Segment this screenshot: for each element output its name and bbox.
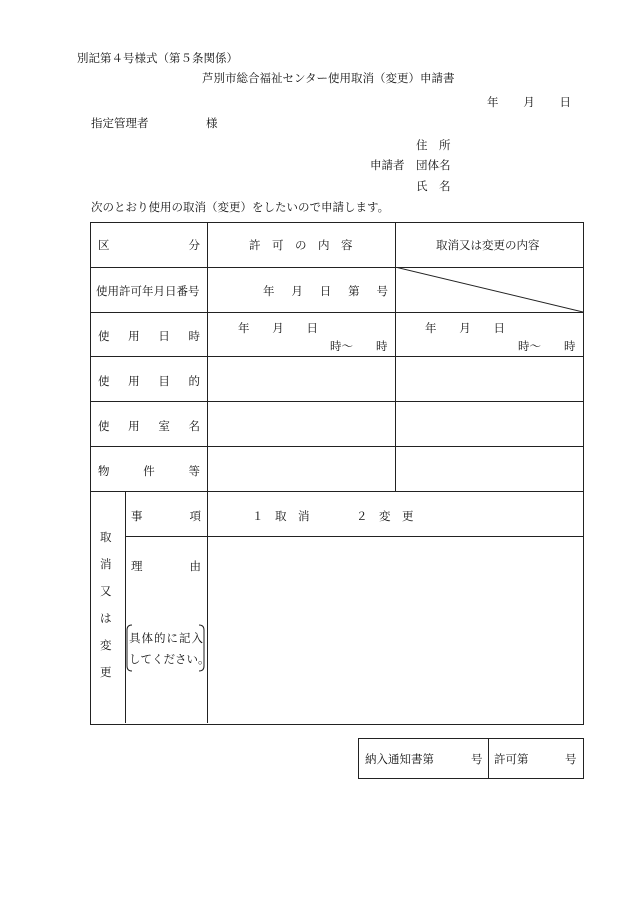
table-divider: [125, 491, 126, 723]
permit-number-field: [263, 283, 388, 299]
permit-number-suffix: 号: [376, 284, 388, 298]
label-char: 用: [128, 419, 140, 433]
permit-number-label: 使用許可年月日番号: [96, 284, 200, 298]
label-char: 的: [188, 374, 200, 388]
form-number: 別記第４号様式（第５条関係）: [77, 51, 238, 65]
permit-day: 日: [319, 284, 332, 298]
date-month: 月: [523, 95, 535, 109]
name-label: 氏 名: [416, 179, 451, 193]
applicant-label: 申請者: [370, 158, 405, 172]
category-char: 分: [188, 238, 200, 252]
office-box-divider: [488, 738, 489, 778]
usage-purpose-label: [98, 373, 200, 389]
category-header: [98, 237, 200, 253]
option-change[interactable]: ２ 変 更: [356, 509, 414, 523]
side-char: 変: [100, 638, 112, 652]
right-bracket-icon: [198, 624, 206, 672]
side-char: 又: [100, 584, 112, 598]
label-char: 件: [143, 464, 155, 478]
application-date: [487, 94, 571, 110]
label-char: 日: [158, 329, 170, 343]
note-line-1: 具体的に記入: [129, 631, 204, 645]
permit-number-suffix: 号: [565, 752, 577, 766]
label-char: 項: [189, 509, 201, 523]
payment-notice-label: 納入通知書第: [365, 752, 434, 766]
change-content-header: 取消又は変更の内容: [436, 238, 540, 252]
reason-label: [131, 558, 201, 574]
label-char: 室: [158, 419, 170, 433]
table-divider: [90, 491, 583, 492]
matter-label: [131, 508, 201, 524]
intro-text: 次のとおり使用の取消（変更）をしたいので申請します。: [91, 200, 390, 214]
permit-usage-time: 時～ 時: [330, 339, 388, 353]
label-char: 用: [128, 374, 140, 388]
change-usage-time: 時～ 時: [518, 339, 576, 353]
option-cancel[interactable]: １ 取 消: [252, 509, 310, 523]
date-year: 年: [487, 95, 499, 109]
table-divider: [90, 356, 583, 357]
table-divider: [90, 446, 583, 447]
category-char: 区: [98, 238, 110, 252]
label-char: 理: [131, 559, 143, 573]
addressee-honorific: 様: [206, 116, 218, 130]
usage-month: 月: [459, 321, 471, 335]
permit-ordinal: 第: [348, 284, 360, 298]
change-usage-date: [425, 320, 505, 336]
label-char: 等: [188, 464, 200, 478]
address-label: 住 所: [416, 138, 451, 152]
note-line-2: してください。: [129, 652, 210, 666]
label-char: 時: [188, 329, 200, 343]
side-char: 更: [100, 665, 112, 679]
side-char: 取: [100, 530, 112, 544]
permit-month: 月: [291, 284, 303, 298]
label-char: 使: [98, 419, 110, 433]
usage-day: 日: [306, 321, 318, 335]
room-name-label: [98, 418, 200, 434]
usage-month: 月: [272, 321, 284, 335]
table-divider: [90, 401, 583, 402]
label-char: 用: [128, 329, 140, 343]
permit-usage-date: [238, 320, 318, 336]
label-char: 目: [158, 374, 170, 388]
items-label: [98, 463, 200, 479]
permit-number-prefix: 許可第: [494, 752, 529, 766]
label-char: 事: [131, 509, 143, 523]
usage-day: 日: [493, 321, 505, 335]
label-char: 名: [188, 419, 200, 433]
label-char: 使: [98, 374, 110, 388]
usage-year: 年: [425, 321, 437, 335]
permit-content-header: 許 可 の 内 容: [249, 238, 353, 252]
side-char: 消: [100, 557, 112, 571]
table-divider: [207, 491, 208, 723]
group-name-label: 団体名: [416, 158, 451, 172]
diagonal-strike: [395, 267, 583, 313]
date-day: 日: [559, 95, 571, 109]
form-title: 芦別市総合福祉センター使用取消（変更）申請書: [202, 71, 455, 85]
label-char: 物: [98, 464, 110, 478]
payment-notice-suffix: 号: [471, 752, 483, 766]
usage-date-label: [98, 328, 200, 344]
table-divider: [125, 536, 583, 537]
label-char: 使: [98, 329, 110, 343]
usage-year: 年: [238, 321, 250, 335]
side-char: は: [100, 611, 112, 625]
addressee: 指定管理者: [91, 116, 149, 130]
label-char: 由: [189, 559, 201, 573]
permit-year: 年: [263, 284, 275, 298]
cancel-change-section-label: [100, 524, 112, 686]
